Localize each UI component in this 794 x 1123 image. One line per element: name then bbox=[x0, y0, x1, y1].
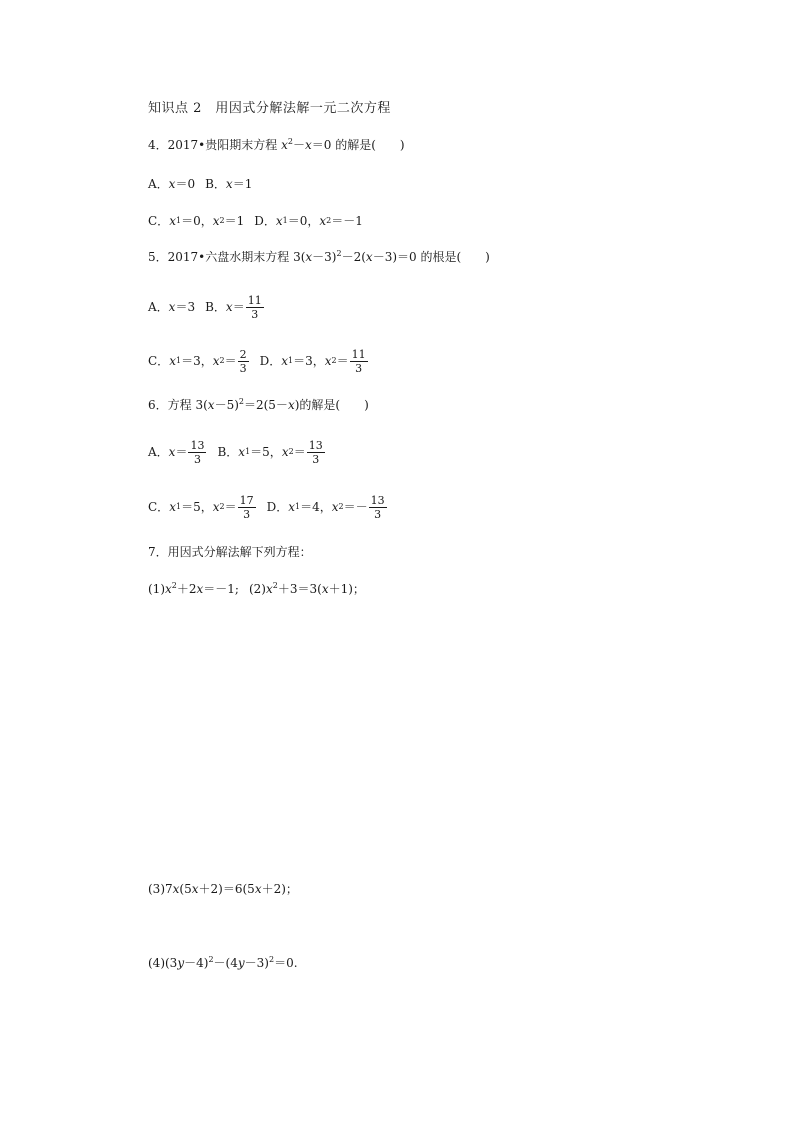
question-4-options-ab bbox=[148, 176, 252, 192]
q6-option-c[interactable]: C． x 1 ＝5， x 2 ＝ $\frac{17}{3}$ bbox=[148, 493, 254, 521]
question-5-stem: 5．2017•六盘水期末方程 $3(x-3)^2-2(x-3)=0$ 的根是( ) bbox=[148, 249, 490, 264]
q4-option-a[interactable]: A． x ＝0 bbox=[148, 177, 196, 191]
q4-option-b[interactable]: B． x ＝1 bbox=[205, 177, 253, 191]
fraction: $\frac{11}{3}$ bbox=[351, 347, 366, 375]
fraction: $\frac{11}{3}$ bbox=[247, 293, 262, 321]
q7-part-1: $(1)x^2+2x=-1$; bbox=[148, 581, 239, 596]
q4-option-c[interactable]: C． x 1 ＝0， x 2 ＝1 bbox=[148, 214, 245, 228]
question-7-parts-1-2 bbox=[148, 581, 365, 597]
q5-option-c[interactable]: C． x 1 ＝3， x 2 ＝ $\frac{2}{3}$ bbox=[148, 347, 247, 375]
fraction: $\frac{13}{3}$ bbox=[370, 493, 385, 521]
q7-part-2: $(2)x^2+3=3(x+1)$； bbox=[248, 581, 365, 596]
question-6-options-ab bbox=[148, 433, 326, 471]
section-heading: 知识点 2 用因式分解法解一元二次方程 bbox=[148, 101, 391, 116]
question-5-options-cd bbox=[148, 342, 369, 380]
fraction: $\frac{13}{3}$ bbox=[308, 438, 323, 466]
q7-part-3: (3)7x(5x＋2)＝6(5x＋2)； bbox=[148, 882, 298, 896]
q4-option-d[interactable]: D． x 1 ＝0， x 2 ＝－1 bbox=[254, 214, 363, 228]
question-6-options-cd bbox=[148, 488, 388, 526]
question-6-stem: 6．方程 $3(x-5)^2=2(5-x)$的解是( ) bbox=[148, 397, 369, 412]
fraction: $\frac{2}{3}$ bbox=[239, 347, 247, 375]
question-4-options-cd bbox=[148, 213, 363, 229]
question-7-stem: 7．用因式分解法解下列方程： bbox=[148, 545, 312, 559]
q6-option-b[interactable]: B． x 1 ＝5， x 2 ＝ $\frac{13}{3}$ bbox=[217, 438, 323, 466]
question-4-stem: 4．2017•贵阳期末方程 $x^2-x=0$ 的解是( ) bbox=[148, 137, 405, 152]
question-5-options-ab bbox=[148, 288, 265, 326]
q6-option-d[interactable]: D． x 1 ＝4， x 2 ＝－ $\frac{13}{3}$ bbox=[266, 493, 385, 521]
fraction: $\frac{13}{3}$ bbox=[190, 438, 205, 466]
fraction: $\frac{17}{3}$ bbox=[239, 493, 254, 521]
q7-part-4: $(4)(3y-4)^2-(4y-3)^2=0$. bbox=[148, 955, 298, 970]
q5-option-b[interactable]: B． x ＝ $\frac{11}{3}$ bbox=[205, 293, 262, 321]
q5-option-d[interactable]: D． x 1 ＝3， x 2 ＝ $\frac{11}{3}$ bbox=[259, 347, 366, 375]
q5-option-a[interactable]: A． x ＝3 bbox=[148, 300, 196, 314]
q6-option-a[interactable]: A． x ＝ $\frac{13}{3}$ bbox=[148, 438, 205, 466]
